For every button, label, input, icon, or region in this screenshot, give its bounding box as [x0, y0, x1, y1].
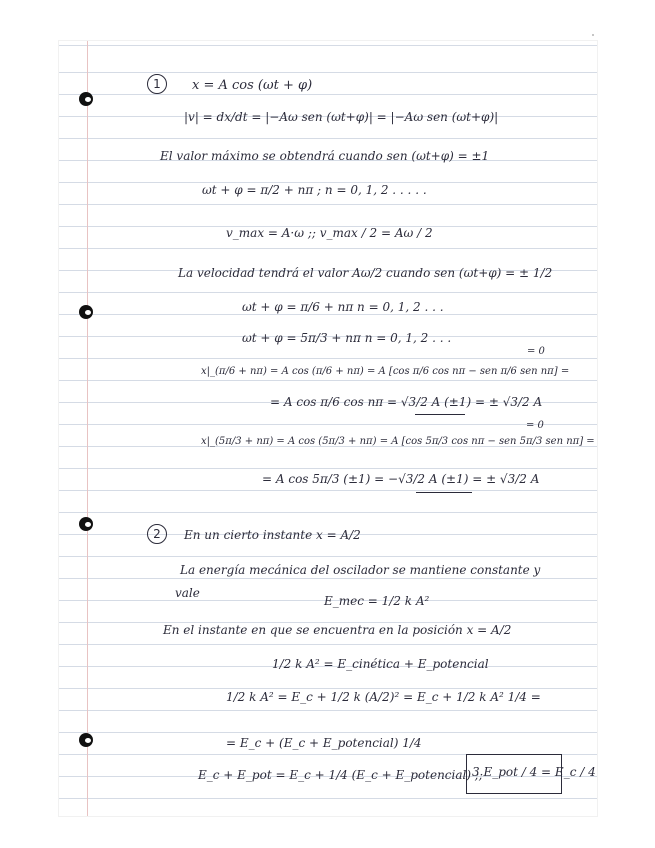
- equation-emec: E_mec = 1/2 k A²: [324, 594, 430, 608]
- equation-vmax: v_max = A·ω ;; v_max / 2 = Aω / 2: [226, 226, 433, 240]
- text-position: En el instante en que se encuentra en la posición x = A/2: [163, 623, 512, 637]
- equation-energy-sub: = E_c + (E_c + E_potencial) 1/4: [226, 736, 422, 750]
- binder-hole: [79, 92, 93, 106]
- text-instant: En un cierto instante x = A/2: [184, 528, 361, 542]
- equation-velocity: |v| = dx/dt = |−Aω sen (ωt+φ)| = |−Aω sen (ωt+φ)|: [184, 110, 499, 124]
- equation-energy-expand: 1/2 k A² = E_c + 1/2 k (A/2)² = E_c + 1/2 k A² 1/4 =: [226, 690, 541, 704]
- binder-hole: [79, 517, 93, 531]
- equation-x-5pi3-result: = A cos 5π/3 (±1) = −√3/2 A (±1) = ± √3/2 A: [262, 472, 540, 486]
- zero-annotation-1: = 0: [527, 346, 545, 357]
- result-underline: [415, 414, 465, 415]
- result-underline: [416, 492, 472, 493]
- equation-x-pi6-result: = A cos π/6 cos nπ = √3/2 A (±1) = ± √3/2 A: [270, 395, 543, 409]
- text-energy: La energía mecánica del oscilador se mantiene constante y: [180, 563, 541, 577]
- text-velocity-value: La velocidad tendrá el valor Aω/2 cuando sen (ωt+φ) = ± 1/2: [178, 266, 553, 280]
- equation-energy-sum: 1/2 k A² = E_cinética + E_potencial: [272, 657, 489, 671]
- problem-number-2: 2: [147, 524, 167, 544]
- binder-hole: [79, 733, 93, 747]
- problem-number-1: 1: [147, 74, 167, 94]
- equation-phase-3: ωt + φ = 5π/3 + nπ n = 0, 1, 2 . . .: [242, 331, 452, 345]
- equation-phase-1: ωt + φ = π/2 + nπ ; n = 0, 1, 2 . . . . .: [202, 183, 427, 197]
- equation-x-5pi3: x|_(5π/3 + nπ) = A cos (5π/3 + nπ) = A [cos 5π/3 cos nπ − sen 5π/3 sen nπ] =: [201, 436, 595, 447]
- equation-phase-2: ωt + φ = π/6 + nπ n = 0, 1, 2 . . .: [242, 300, 444, 314]
- scan-speck: [592, 34, 594, 36]
- zero-annotation-2: = 0: [526, 420, 544, 431]
- equation-position: x = A cos (ωt + φ): [192, 78, 313, 93]
- text-vale: vale: [175, 586, 200, 600]
- equation-x-pi6: x|_(π/6 + nπ) = A cos (π/6 + nπ) = A [cos π/6 cos nπ − sen π/6 sen nπ] =: [201, 366, 570, 377]
- binder-hole: [79, 305, 93, 319]
- boxed-result: 3 E_pot / 4 = E_c / 4: [472, 765, 596, 779]
- text-max-value: El valor máximo se obtendrá cuando sen (ωt+φ) = ±1: [160, 149, 490, 163]
- margin-line: [87, 41, 88, 816]
- equation-energy-final: E_c + E_pot = E_c + 1/4 (E_c + E_potencial) ;;: [198, 768, 483, 782]
